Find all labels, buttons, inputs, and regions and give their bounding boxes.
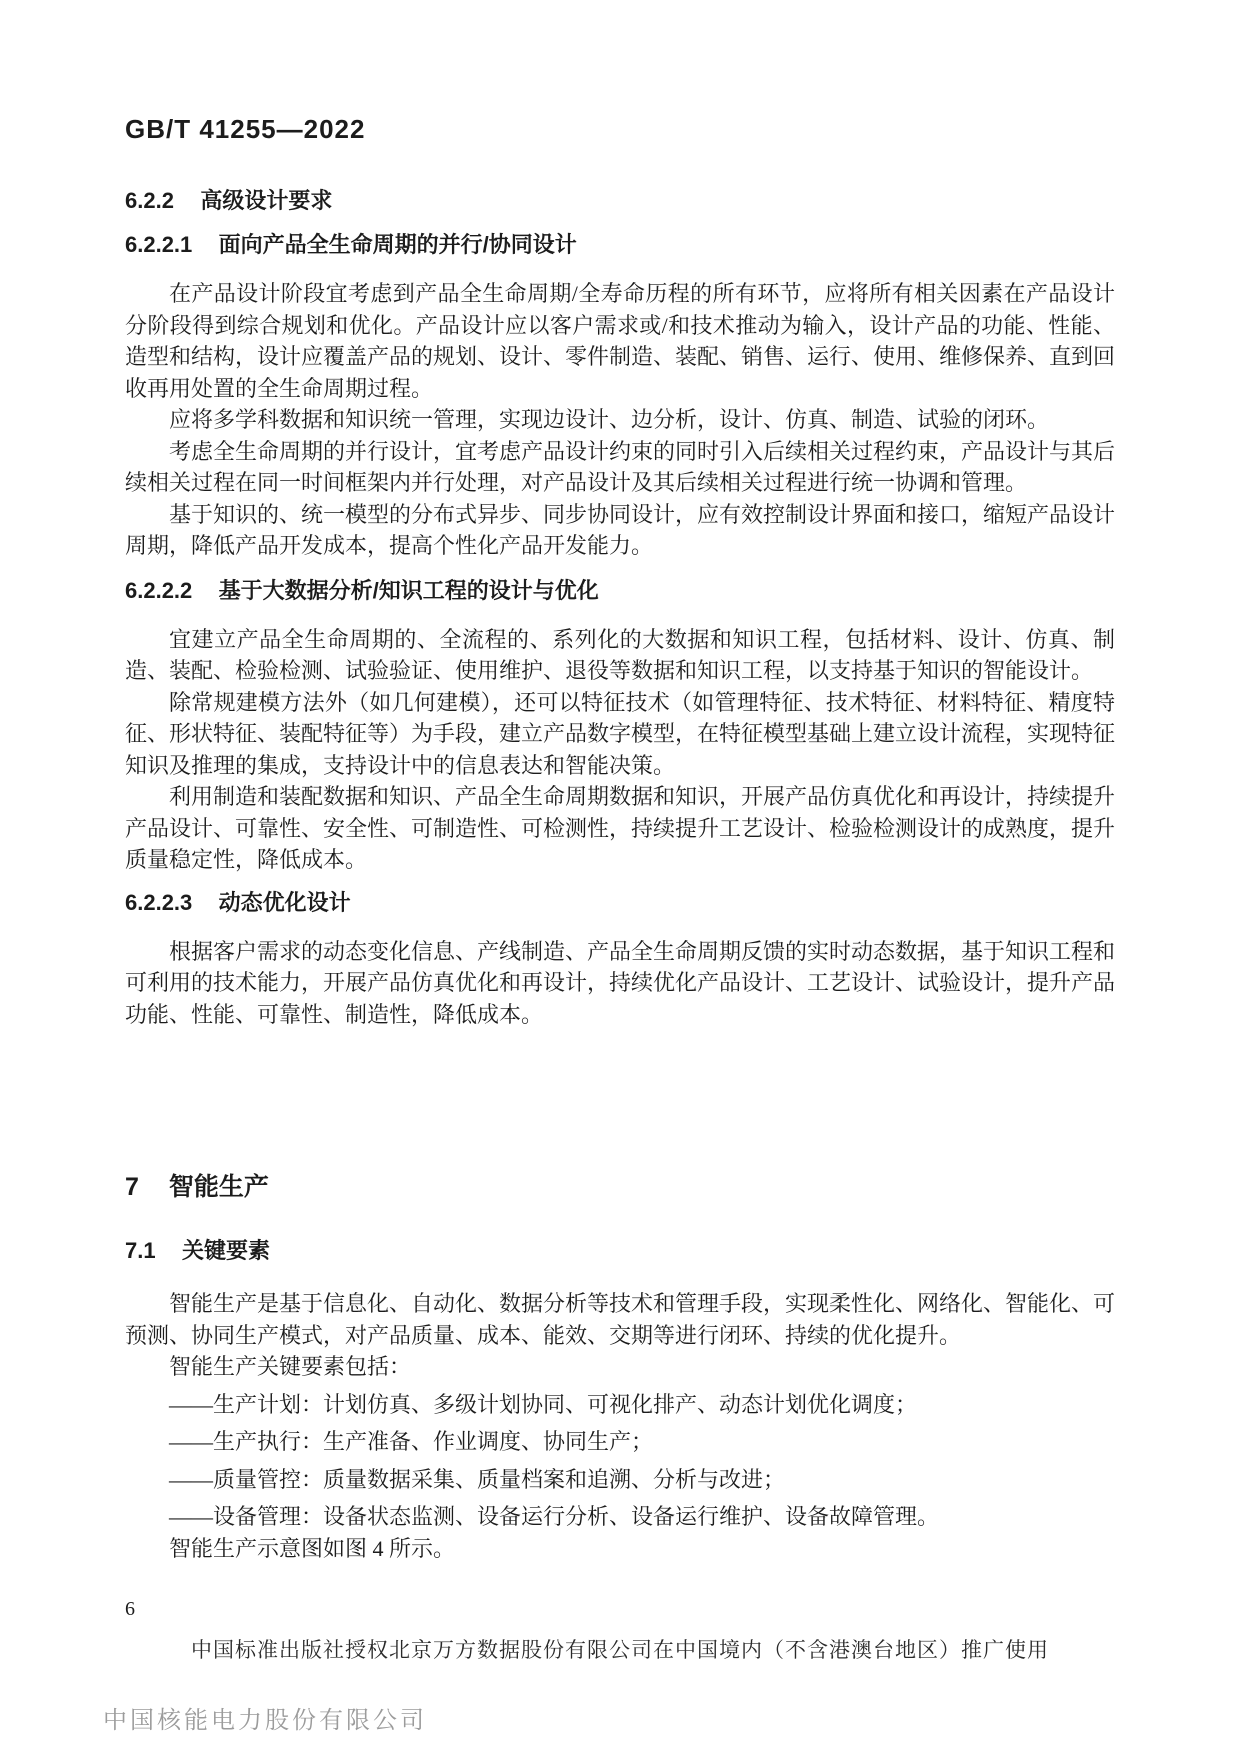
- paragraph: 宜建立产品全生命周期的、全流程的、系列化的大数据和知识工程，包括材料、设计、仿真、制造、装配、检验检测、试验验证、使用维护、退役等数据和知识工程，以支持基于知识的智能设计。: [125, 626, 1115, 683]
- paragraph: 考虑全生命周期的并行设计，宜考虑产品设计约束的同时引入后续相关过程约束，产品设计与其后续相关过程在同一时间框架内并行处理，对产品设计及其后续相关过程进行统一协调和管理。: [125, 438, 1116, 495]
- paragraph: 利用制造和装配数据和知识、产品全生命周期数据和知识，开展产品仿真优化和再设计，持续提升产品设计、可靠性、安全性、可制造性、可检测性，持续提升工艺设计、检验检测设计的成熟度，提升质量稳定性，降低成本。: [125, 784, 1116, 872]
- paragraph: 智能生产是基于信息化、自动化、数据分析等技术和管理手段，实现柔性化、网络化、智能化、可预测、协同生产模式，对产品质量、成本、能效、交期等进行闭环、持续的优化提升。: [125, 1291, 1116, 1348]
- paragraph: 除常规建模方法外（如几何建模），还可以特征技术（如管理特征、技术特征、材料特征、精度特征、形状特征、装配特征等）为手段，建立产品数字模型，在特征模型基础上建立设计流程，实现特征知识及推理的集成，支持设计中的信息表达和智能决策。: [125, 689, 1116, 778]
- section-number: 6.2.2.1: [125, 232, 193, 257]
- subsection-heading-6-2-2-3: [125, 890, 1115, 916]
- section-number: 6.2.2: [125, 188, 174, 213]
- page-number: 6: [125, 1598, 135, 1620]
- figure-reference: 智能生产示意图如图 4 所示。: [169, 1535, 456, 1561]
- list-item: ——质量管控：质量数据采集、质量档案和追溯、分析与改进；: [169, 1466, 786, 1492]
- section-title: 动态优化设计: [218, 889, 351, 915]
- list-item: ——设备管理：设备状态监测、设备运行分析、设备运行维护、设备故障管理。: [169, 1504, 940, 1529]
- section-title: 高级设计要求: [200, 188, 333, 213]
- paragraph: 应将多学科数据和知识统一管理，实现边设计、边分析，设计、仿真、制造、试验的闭环。: [169, 407, 1050, 432]
- section-number: 7: [125, 1173, 139, 1201]
- section-number: 6.2.2.2: [125, 577, 193, 603]
- standard-number: GB/T 41255—2022: [125, 114, 366, 144]
- key-elements-list: [125, 1389, 1115, 1533]
- subsection-heading-6-2-2-2: [125, 578, 1115, 604]
- section-title: 智能生产: [168, 1173, 269, 1201]
- paragraph: 在产品设计阶段宜考虑到产品全生命周期/全寿命历程的所有环节，应将所有相关因素在产品设计分阶段得到综合规划和优化。产品设计应以客户需求或/和技术推动为输入，设计产品的功能、性能、造型和结构，设计应覆盖产品的规划、设计、零件制造、装配、销售、运行、使用、维修保养、直到回收再用处置的全生命周期过程。: [125, 281, 1116, 401]
- list-item: ——生产计划：计划仿真、多级计划协同、可视化排产、动态计划优化调度；: [169, 1391, 918, 1417]
- list-item: ——生产执行：生产准备、作业调度、协同生产；: [169, 1429, 654, 1454]
- subsection-heading-6-2-2-1: [125, 232, 1115, 258]
- section-heading-6-2-2: [125, 188, 1115, 214]
- chapter-heading-7: [125, 1172, 1115, 1202]
- section-heading-7-1: [125, 1238, 1115, 1264]
- watermark-text: 中国核能电力股份有限公司: [103, 1708, 427, 1734]
- paragraph: 根据客户需求的动态变化信息、产线制造、产品全生命周期反馈的实时动态数据，基于知识工程和可利用的技术能力，开展产品仿真优化和再设计，持续优化产品设计、工艺设计、试验设计，提升产品功能、性能、可靠性、制造性，降低成本。: [125, 938, 1116, 1027]
- section-title: 关键要素: [181, 1238, 270, 1263]
- section-title: 面向产品全生命周期的并行/协同设计: [218, 232, 577, 257]
- section-title: 基于大数据分析/知识工程的设计与优化: [218, 577, 599, 603]
- section-number: 7.1: [125, 1238, 156, 1263]
- paragraph: 智能生产关键要素包括：: [169, 1354, 412, 1379]
- paragraph: 基于知识的、统一模型的分布式异步、同步协同设计，应有效控制设计界面和接口，缩短产品设计周期，降低产品开发成本，提高个性化产品开发能力。: [125, 501, 1116, 558]
- authorization-note: 中国标准出版社授权北京万方数据股份有限公司在中国境内（不含港澳台地区）推广使用: [191, 1638, 1049, 1662]
- page-content: [125, 0, 1115, 1564]
- section-number: 6.2.2.3: [125, 889, 193, 915]
